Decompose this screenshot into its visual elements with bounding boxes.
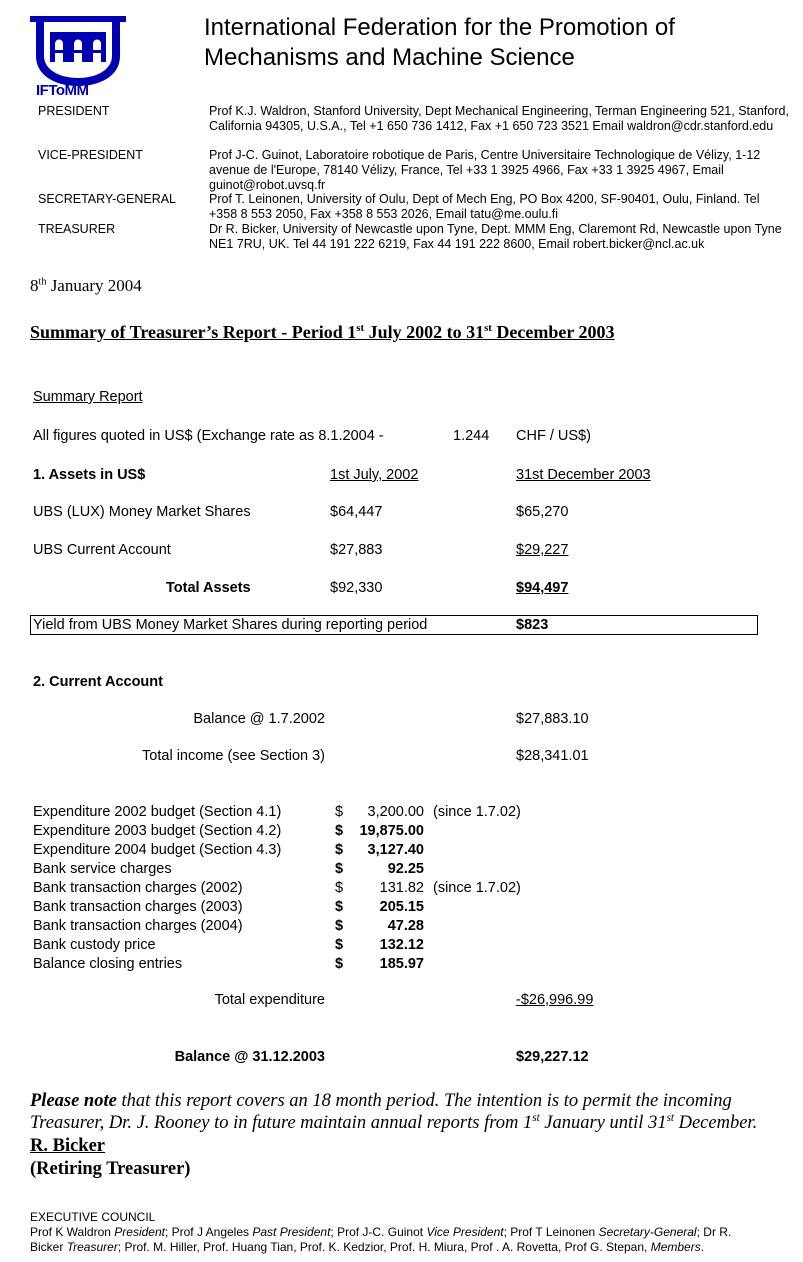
expenditure-label: Balance closing entries [33, 956, 183, 972]
note-line1 [30, 1091, 732, 1112]
heading-part: December 2003 [491, 322, 615, 342]
opening-balance-label: Balance @ 1.7.2002 [193, 711, 325, 727]
council-role: Past President [252, 1225, 331, 1239]
expenditure-amount: 3,200.00 [367, 804, 424, 820]
assets-col1-header: 1st July, 2002 [330, 467, 419, 483]
council-text: Prof K Waldron [30, 1225, 115, 1239]
council-text: ; Prof. M. Hiller, Prof. Huang Tian, Prof. K. Kedzior, Prof. H. Miura, Prof . A. Rovetta, Prof G. Stepan, [117, 1240, 651, 1254]
note-text: December. [673, 1113, 758, 1133]
opening-balance-value: $27,883.10 [516, 711, 589, 727]
note-text: Treasurer, Dr. J. Rooney to in future maintain annual reports from 1 [30, 1113, 533, 1133]
total-expenditure-value: -$26,996.99 [516, 992, 594, 1008]
total-income-label: Total income (see Section 3) [142, 748, 325, 764]
expenditure-currency: $ [335, 823, 344, 839]
officer-details: Prof T. Leinonen, University of Oulu, Dept of Mech Eng, PO Box 4200, SF-90401, Oulu, Finland. Tel +358 8 553 2050, Fax +358 8 553 2026, Email tatu@me.oulu.fi [209, 192, 760, 221]
report-date [30, 276, 142, 296]
council-text: ; Dr R. [696, 1225, 732, 1239]
expenditure-note: (since 1.7.02) [433, 880, 521, 896]
note-text: that this report covers an 18 month period. The intention is to permit the incoming [116, 1091, 732, 1111]
expenditure-amount: 205.15 [379, 899, 424, 915]
asset-label: UBS (LUX) Money Market Shares [33, 504, 251, 520]
note-sup: st [532, 1111, 540, 1124]
exchange-rate: 1.244 [453, 428, 490, 444]
expenditure-currency: $ [335, 804, 344, 820]
closing-balance-value: $29,227.12 [516, 1049, 589, 1065]
asset-value-2003: $29,227 [516, 542, 569, 558]
expenditure-amount: 92.25 [387, 861, 424, 877]
date-rest: January 2004 [46, 276, 142, 295]
officer-details: Prof K.J. Waldron, Stanford University, Dept Mechanical Engineering, Terman Engineering 521, Stanford, California 94305, U.S.A., Tel +1 650 736 1412, Fax +1 650 723 3521 Email waldron@cdr.stanford.edu [209, 104, 789, 133]
heading-sup: st [356, 322, 365, 334]
org-title-line1: International Federation for the Promotion of [204, 14, 675, 41]
expenditure-label: Expenditure 2003 budget (Section 4.2) [33, 823, 282, 839]
org-title-line2: Mechanisms and Machine Science [204, 44, 575, 71]
expenditure-currency: $ [335, 937, 344, 953]
total-assets-2003: $94,497 [516, 580, 569, 596]
expenditure-amount: 3,127.40 [367, 842, 424, 858]
officer-role: PRESIDENT [38, 104, 110, 118]
heading-part: July 2002 to 31 [364, 322, 485, 342]
expenditure-currency: $ [335, 880, 344, 896]
expenditure-currency: $ [335, 956, 344, 972]
heading-sup: st [484, 322, 492, 334]
expenditure-amount: 132.12 [379, 937, 424, 953]
yield-label: Yield from UBS Money Market Shares during reporting period [33, 617, 428, 633]
asset-value-2002: $64,447 [330, 504, 383, 520]
expenditure-amount: 185.97 [379, 956, 424, 972]
signature-name: R. Bicker [30, 1136, 106, 1156]
summary-label: Summary Report [33, 389, 143, 405]
closing-balance-label: Balance @ 31.12.2003 [174, 1049, 325, 1065]
council-role: Members [650, 1240, 701, 1254]
date-day: 8 [30, 276, 39, 295]
expenditure-currency: $ [335, 861, 344, 877]
expenditure-label: Bank transaction charges (2004) [33, 918, 243, 934]
assets-heading: 1. Assets in US$ [33, 467, 146, 483]
expenditure-label: Bank service charges [33, 861, 172, 877]
current-account-heading: 2. Current Account [33, 674, 163, 690]
expenditure-amount: 47.28 [387, 918, 424, 934]
note-lead: Please note [30, 1091, 117, 1111]
total-expenditure-label: Total expenditure [214, 992, 325, 1008]
expenditure-label: Expenditure 2004 budget (Section 4.3) [33, 842, 282, 858]
expenditure-currency: $ [335, 918, 344, 934]
total-assets-label: Total Assets [166, 580, 251, 596]
heading-part: Summary of Treasurer’s Report - Period 1 [30, 322, 357, 342]
expenditure-label: Bank custody price [33, 937, 156, 953]
expenditure-label: Bank transaction charges (2002) [33, 880, 243, 896]
council-text: Bicker [30, 1240, 67, 1254]
asset-value-2003: $65,270 [516, 504, 569, 520]
asset-value-2002: $27,883 [330, 542, 383, 558]
council-role: Vice President [426, 1225, 504, 1239]
council-heading: EXECUTIVE COUNCIL [30, 1210, 156, 1224]
report-heading [30, 322, 615, 343]
officer-role: TREASURER [38, 222, 116, 236]
council-line2 [30, 1240, 704, 1254]
asset-label: UBS Current Account [33, 542, 171, 558]
officer-role: VICE-PRESIDENT [38, 148, 143, 162]
expenditure-note: (since 1.7.02) [433, 804, 521, 820]
total-income-value: $28,341.01 [516, 748, 589, 764]
iftomm-logo [28, 12, 128, 100]
date-suffix: th [38, 276, 47, 288]
note-sup: st [666, 1111, 674, 1124]
expenditure-currency: $ [335, 899, 344, 915]
expenditure-amount: 19,875.00 [359, 823, 424, 839]
expenditure-label: Bank transaction charges (2003) [33, 899, 243, 915]
iftomm-emblem-icon [28, 12, 128, 88]
council-text: ; Prof J-C. Guinot [330, 1225, 427, 1239]
officer-role: SECRETARY-GENERAL [38, 192, 177, 206]
exchange-unit: CHF / US$) [516, 428, 591, 444]
logo-text: IFToMM [36, 82, 89, 99]
expenditure-label: Expenditure 2002 budget (Section 4.1) [33, 804, 282, 820]
council-line1 [30, 1225, 731, 1239]
council-role: President [114, 1225, 165, 1239]
expenditure-amount: 131.82 [379, 880, 424, 896]
council-text: ; Prof T Leinonen [503, 1225, 599, 1239]
note-line2 [30, 1113, 757, 1134]
officer-details: Prof J-C. Guinot, Laboratoire robotique de Paris, Centre Universitaire Technologique de Vélizy, 1-12 avenue de l'Europe, 78140 Vélizy, France, Tel +33 1 3925 4966, Fax +33 1 3925 4967, Email guinot@robot.uvsq.fr [209, 148, 761, 192]
council-role: Secretary-General [598, 1225, 697, 1239]
council-role: Treasurer [66, 1240, 118, 1254]
exchange-text: All figures quoted in US$ (Exchange rate as 8.1.2004 - [33, 428, 384, 444]
council-text: . [700, 1240, 705, 1254]
council-text: ; Prof J Angeles [164, 1225, 253, 1239]
yield-value: $823 [516, 617, 549, 633]
expenditure-currency: $ [335, 842, 344, 858]
note-text: January until 31 [539, 1113, 667, 1133]
signature-role: (Retiring Treasurer) [30, 1159, 191, 1179]
assets-col2-header: 31st December 2003 [516, 467, 651, 483]
total-assets-2002: $92,330 [330, 580, 383, 596]
officer-details: Dr R. Bicker, University of Newcastle upon Tyne, Dept. MMM Eng, Claremont Rd, Newcastle upon Tyne NE1 7RU, UK. Tel 44 191 222 6219, Fax 44 191 222 8600, Email robert.bicker@ncl.ac.uk [209, 222, 782, 251]
